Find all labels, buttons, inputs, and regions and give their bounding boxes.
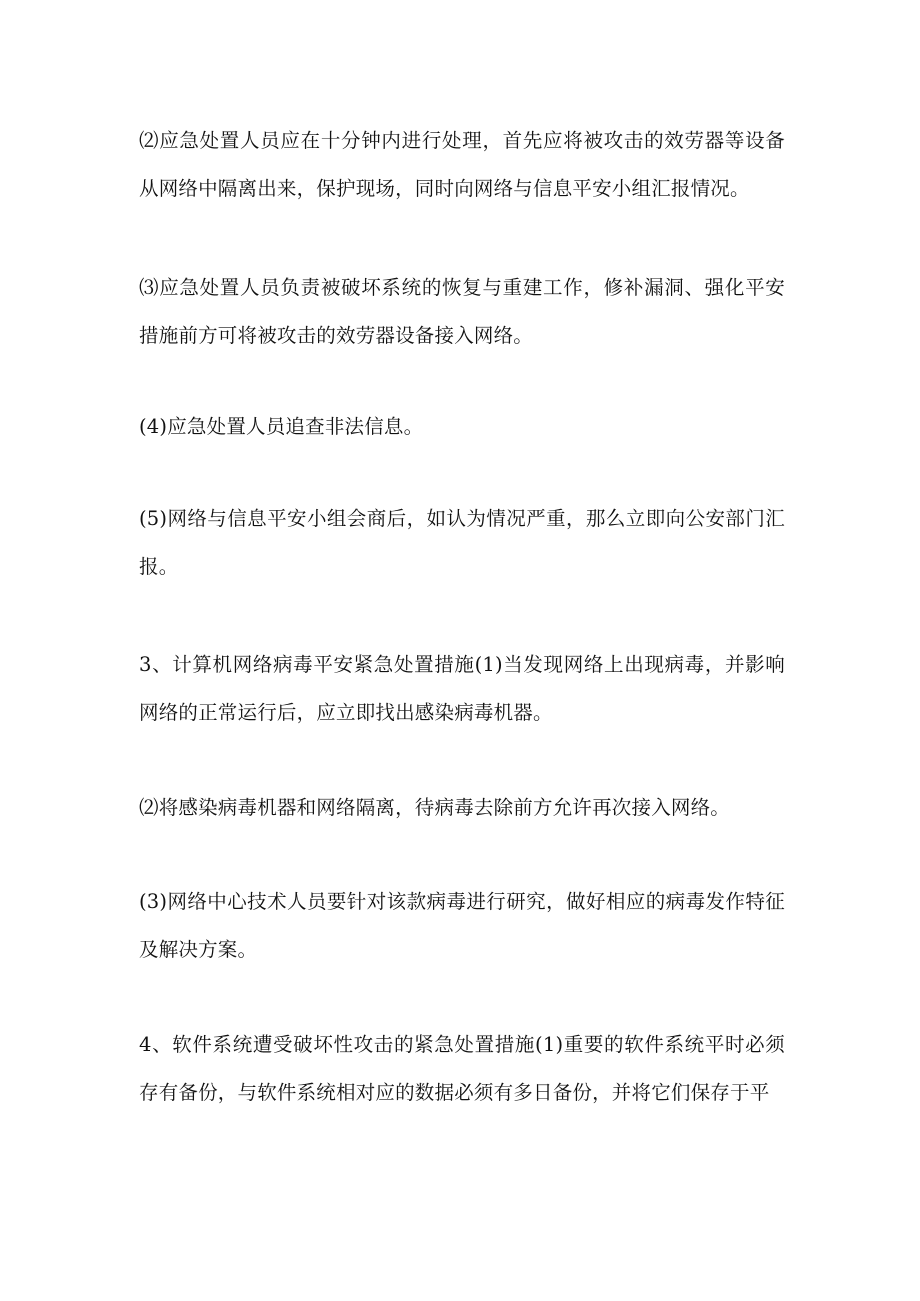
paragraph-restore-system: ⑶应急处置人员负责被破坏系统的恢复与重建工作，修补漏洞、强化平安措施前方可将被攻击的效劳器设备接入网络。 bbox=[139, 276, 785, 347]
paragraph-report-police: (5)网络与信息平安小组会商后，如认为情况严重，那么立即向公安部门汇报。 bbox=[139, 507, 785, 578]
paragraph-isolate-infected-machine: ⑵将感染病毒机器和网络隔离，待病毒去除前方允许再次接入网络。 bbox=[139, 796, 731, 819]
paragraph-isolate-attacked-server: ⑵应急处置人员应在十分钟内进行处理，首先应将被攻击的效劳器等设备从网络中隔离出来，保护现场，同时向网络与信息平安小组汇报情况。 bbox=[139, 129, 785, 200]
paragraph-software-backup: 4、软件系统遭受破坏性攻击的紧急处置措施(1)重要的软件系统平时必须存有备份，与软件系统相对应的数据必须有多日备份，并将它们保存于平 bbox=[139, 1033, 785, 1104]
paragraph-trace-illegal-info: (4)应急处置人员追查非法信息。 bbox=[139, 415, 424, 438]
paragraph-virus-measures: 3、计算机网络病毒平安紧急处置措施(1)当发现网络上出现病毒，并影响网络的正常运行后，应立即找出感染病毒机器。 bbox=[139, 653, 785, 724]
paragraph-virus-research: (3)网络中心技术人员要针对该款病毒进行研究，做好相应的病毒发作特征及解决方案。 bbox=[139, 890, 785, 961]
